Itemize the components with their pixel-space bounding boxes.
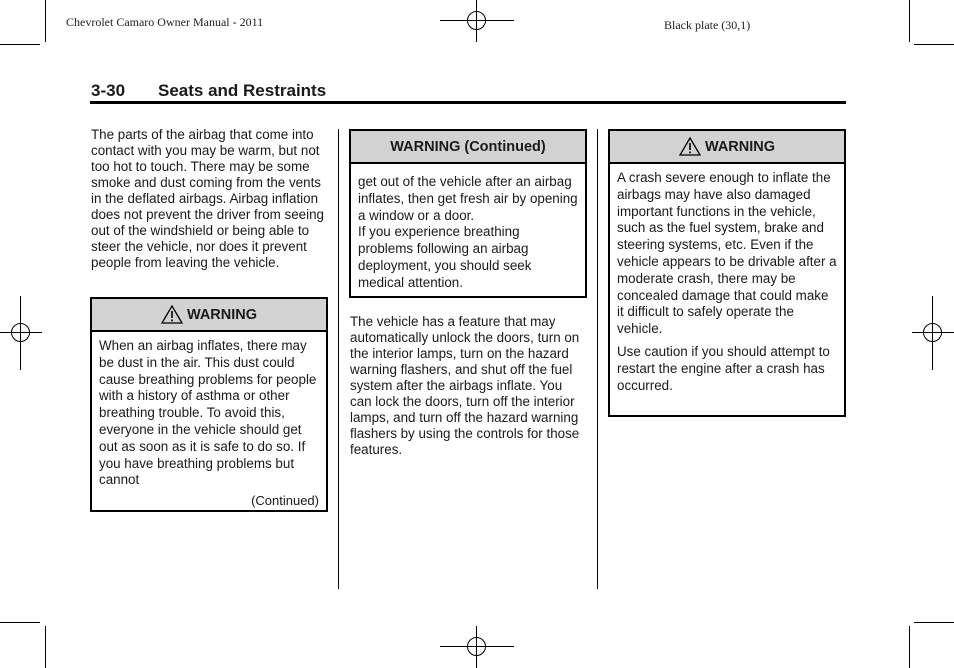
warning-label: WARNING: [704, 138, 776, 155]
warning-text: Use caution if you should attempt to restart the engine after a crash has occurred.: [617, 343, 830, 393]
warning-text: get out of the vehicle after an airbag inflates, then get fresh air by opening a window or a door.: [358, 174, 578, 223]
crop-mark: [909, 626, 910, 668]
plate-label: Black plate (30,1): [664, 18, 751, 32]
warning-header: [610, 131, 844, 164]
crop-mark: [45, 0, 46, 42]
crop-mark: [909, 0, 910, 42]
continued-label: (Continued): [251, 493, 319, 509]
warning-label: WARNING: [186, 306, 258, 323]
warning-box: [608, 129, 846, 417]
registration-mark-top: [440, 0, 514, 44]
warning-box: [90, 297, 328, 512]
warning-triangle-icon: [679, 137, 701, 156]
warning-text: When an airbag inflates, there may be dust in the air. This dust could cause breathing problems for people with a history of asthma or other breathing trouble. To avoid this, everyone in the vehicle should get out as soon as it is safe to do so. If you have breathing problems but cannot: [99, 338, 317, 488]
registration-mark-right: [910, 296, 954, 370]
intro-paragraph: The parts of the airbag that come into contact with you may be warm, but not too hot to touch. There may be some smoke and dust coming from the vents in the deflated airbags. Airbag inflation does not prevent the driver from seeing out of the windshield or being able to steer the vehicle, nor does it prevent people from leaving the vehicle.: [91, 127, 324, 270]
warning-header: [92, 299, 326, 332]
warning-header: [351, 131, 585, 164]
warning-triangle-icon: [161, 305, 183, 324]
crop-mark: [0, 44, 40, 45]
registration-mark-left: [0, 296, 44, 370]
crop-mark: [45, 626, 46, 668]
warning-box-continued: [349, 129, 587, 298]
crop-mark: [914, 622, 954, 623]
page-number: 3-30: [91, 81, 126, 100]
crop-mark: [0, 622, 40, 623]
registration-mark-bottom: [440, 624, 514, 668]
crop-mark: [914, 44, 954, 45]
warning-text: A crash severe enough to inflate the airbags may have also damaged important functions in the vehicle, such as the fuel system, brake and steering systems, etc. Even if the vehicle appears to be drivable after a moderate crash, there may be concealed damage that could make it difficult to safely operate the vehicle.: [617, 170, 837, 337]
warning-text: If you experience breathing problems following an airbag deployment, you should seek medical attention.: [358, 224, 532, 290]
body-paragraph: The vehicle has a feature that may automatically unlock the doors, turn on the interior lamps, turn on the hazard warning flashers, and shut off the fuel system after the airbags inflate. You can lock the doors, turn off the interior lamps, and turn off the hazard warning flashers by using the controls for those features.: [350, 314, 580, 457]
manual-title: Chevrolet Camaro Owner Manual - 2011: [66, 15, 264, 29]
section-title: Seats and Restraints: [158, 81, 327, 100]
warning-label: WARNING (Continued): [390, 138, 546, 155]
section-rule: [90, 101, 846, 104]
column-divider: [597, 129, 598, 589]
column-divider: [338, 129, 339, 589]
